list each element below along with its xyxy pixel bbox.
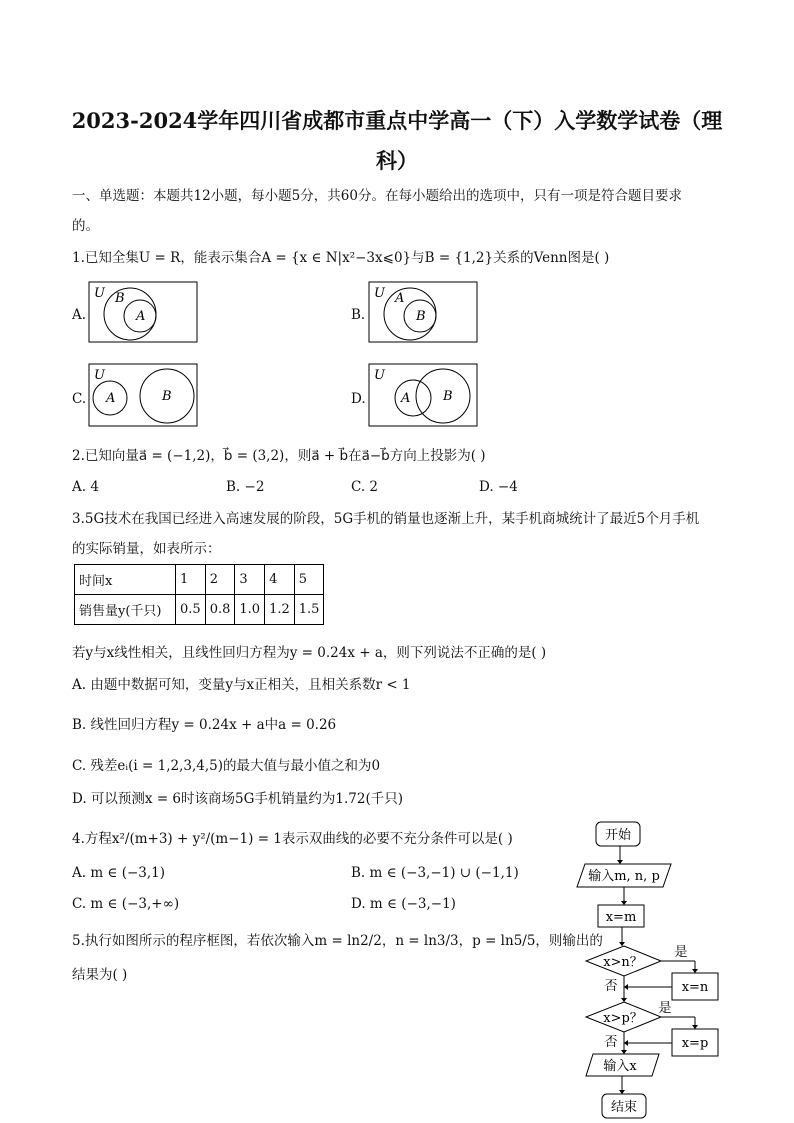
- q4-option-c[interactable]: C. m ∈ (−3,+∞): [72, 896, 180, 912]
- venn-b-label-b: B: [416, 309, 426, 324]
- fc-set2-box: [672, 1029, 718, 1056]
- fc-output-label: 输入x: [603, 1059, 637, 1074]
- fc-cond1-diamond: [586, 946, 661, 976]
- table-row: [75, 595, 324, 625]
- flowchart: [577, 822, 718, 1118]
- q3-option-d[interactable]: D. 可以预测x = 6时该商场5G手机销量约为1.72(千只): [72, 791, 403, 807]
- venn-d-circle-b: [416, 369, 470, 423]
- table-cell: 0.8: [205, 595, 235, 625]
- venn-d-universe: [369, 364, 477, 426]
- fc-set1-label: x=n: [681, 980, 709, 995]
- q2-option-c[interactable]: C. 2: [351, 479, 379, 495]
- venn-a-outer-circle: [104, 288, 156, 340]
- fc-yes1-label: 是: [674, 945, 688, 960]
- table-cell: 5: [294, 565, 324, 595]
- venn-c-circle-b: [140, 369, 194, 423]
- q5-stem-line2: 结果为( ): [72, 967, 128, 983]
- fc-no1-label: 否: [604, 979, 618, 994]
- venn-d-circle-a: [395, 380, 431, 416]
- q5-stem-line1: 5.执行如图所示的程序框图，若依次输入m = ln2/2，n = ln3/3，p = ln5/5，则输出的: [72, 933, 603, 949]
- fc-start-label: 开始: [604, 828, 632, 843]
- fc-assign-box: [598, 905, 644, 927]
- fc-input-box: [577, 864, 671, 887]
- q1-option-c[interactable]: C.: [72, 391, 87, 407]
- venn-a-label-u: U: [94, 286, 105, 301]
- q2-option-b[interactable]: B. −2: [226, 479, 265, 495]
- q1-stem: 1.已知全集U = R，能表示集合A = {x ∈ N|x²−3x⩽0}与B = {1,2}关系的Venn图是( ): [72, 250, 610, 266]
- q3-option-a[interactable]: A. 由题中数据可知，变量y与x正相关，且相关系数r < 1: [72, 677, 411, 693]
- table-cell: 4: [265, 565, 295, 595]
- venn-b-universe: [369, 282, 477, 342]
- venn-d-label-a: A: [401, 391, 411, 406]
- fc-cond2-label: x>p？: [603, 1011, 643, 1026]
- section-heading: 一、单选题：本题共12小题，每小题5分，共60分。在每小题给出的选项中，只有一项是符合题目要求: [72, 188, 682, 204]
- table-cell: 3: [235, 565, 265, 595]
- fc-no2-label: 否: [604, 1035, 618, 1050]
- venn-b-label-u: U: [374, 286, 385, 301]
- q4-stem: 4.方程x²/(m+3) + y²/(m−1) = 1表示双曲线的必要不充分条件可以是( ): [72, 831, 513, 847]
- fc-start-box: [596, 822, 640, 846]
- q2-option-a[interactable]: A. 4: [72, 479, 99, 495]
- exam-title-line2: 科）: [376, 148, 418, 173]
- sales-table: [74, 564, 324, 625]
- venn-a-label-b: B: [115, 291, 125, 306]
- table-cell: 0.5: [176, 595, 206, 625]
- fc-cond1-label: x>n？: [603, 955, 643, 970]
- venn-c-label-a: A: [106, 391, 116, 406]
- q4-option-b[interactable]: B. m ∈ (−3,−1) ∪ (−1,1): [351, 865, 519, 881]
- section-heading-cont: 的。: [72, 218, 99, 234]
- venn-b-label-a: A: [395, 291, 405, 306]
- table-header: 时间x: [75, 565, 176, 595]
- exam-title-line1: 2023-2024学年四川省成都市重点中学高一（下）入学数学试卷（理: [71, 108, 723, 133]
- fc-set1-box: [672, 973, 718, 1000]
- table-header: 销售量y(千只): [75, 595, 176, 625]
- q1-option-a[interactable]: A.: [72, 307, 87, 323]
- fc-cond2-diamond: [586, 1002, 661, 1032]
- venn-a-inner-circle: [124, 300, 156, 332]
- q4-option-a[interactable]: A. m ∈ (−3,1): [72, 865, 166, 881]
- table-cell: 1.2: [265, 595, 295, 625]
- q2-stem: 2.已知向量a⃗ = (−1,2)，b⃗ = (3,2)，则a⃗ + b⃗在a⃗−b⃗方向上投影为( ): [72, 448, 486, 464]
- venn-d-label-b: B: [443, 389, 453, 404]
- venn-a-label-a: A: [136, 309, 146, 324]
- table-cell: 1: [176, 565, 206, 595]
- table-cell: 1.5: [294, 595, 324, 625]
- fc-end-label: 结束: [610, 1100, 638, 1115]
- q2-option-d[interactable]: D. −4: [479, 479, 518, 495]
- q3-stem-line1: 3.5G技术在我国已经进入高速发展的阶段，5G手机的销量也逐渐上升，某手机商城统计了最近5个月手机: [72, 511, 700, 527]
- q3-option-c[interactable]: C. 残差eᵢ(i = 1,2,3,4,5)的最大值与最小值之和为0: [72, 758, 381, 774]
- venn-b-inner-circle: [404, 300, 436, 332]
- table-cell: 2: [205, 565, 235, 595]
- table-cell: 1.0: [235, 595, 265, 625]
- fc-yes2-label: 是: [658, 1001, 672, 1016]
- fc-set2-label: x=p: [681, 1036, 709, 1051]
- q3-stem-line2: 的实际销量，如表所示：: [72, 541, 221, 557]
- q1-option-d[interactable]: D.: [351, 391, 366, 407]
- fc-end-box: [602, 1094, 646, 1118]
- venn-c-universe: [89, 364, 197, 426]
- fc-assign-label: x=m: [605, 910, 637, 925]
- fc-output-box: [586, 1054, 659, 1076]
- table-row: [75, 565, 324, 595]
- venn-d-label-u: U: [374, 368, 385, 383]
- venn-b-outer-circle: [384, 288, 436, 340]
- fc-input-label: 输入m, n, p: [588, 869, 660, 884]
- venn-c-label-u: U: [94, 368, 105, 383]
- venn-c-circle-a: [93, 381, 127, 415]
- venn-c-label-b: B: [162, 389, 172, 404]
- q3-condition: 若y与x线性相关，且线性回归方程为y = 0.24x + a，则下列说法不正确的是( ): [72, 645, 547, 661]
- q4-option-d[interactable]: D. m ∈ (−3,−1): [351, 896, 456, 912]
- venn-a-universe: [89, 282, 197, 342]
- q3-option-b[interactable]: B. 线性回归方程y = 0.24x + a中a = 0.26: [72, 717, 337, 733]
- q1-option-b[interactable]: B.: [351, 307, 366, 323]
